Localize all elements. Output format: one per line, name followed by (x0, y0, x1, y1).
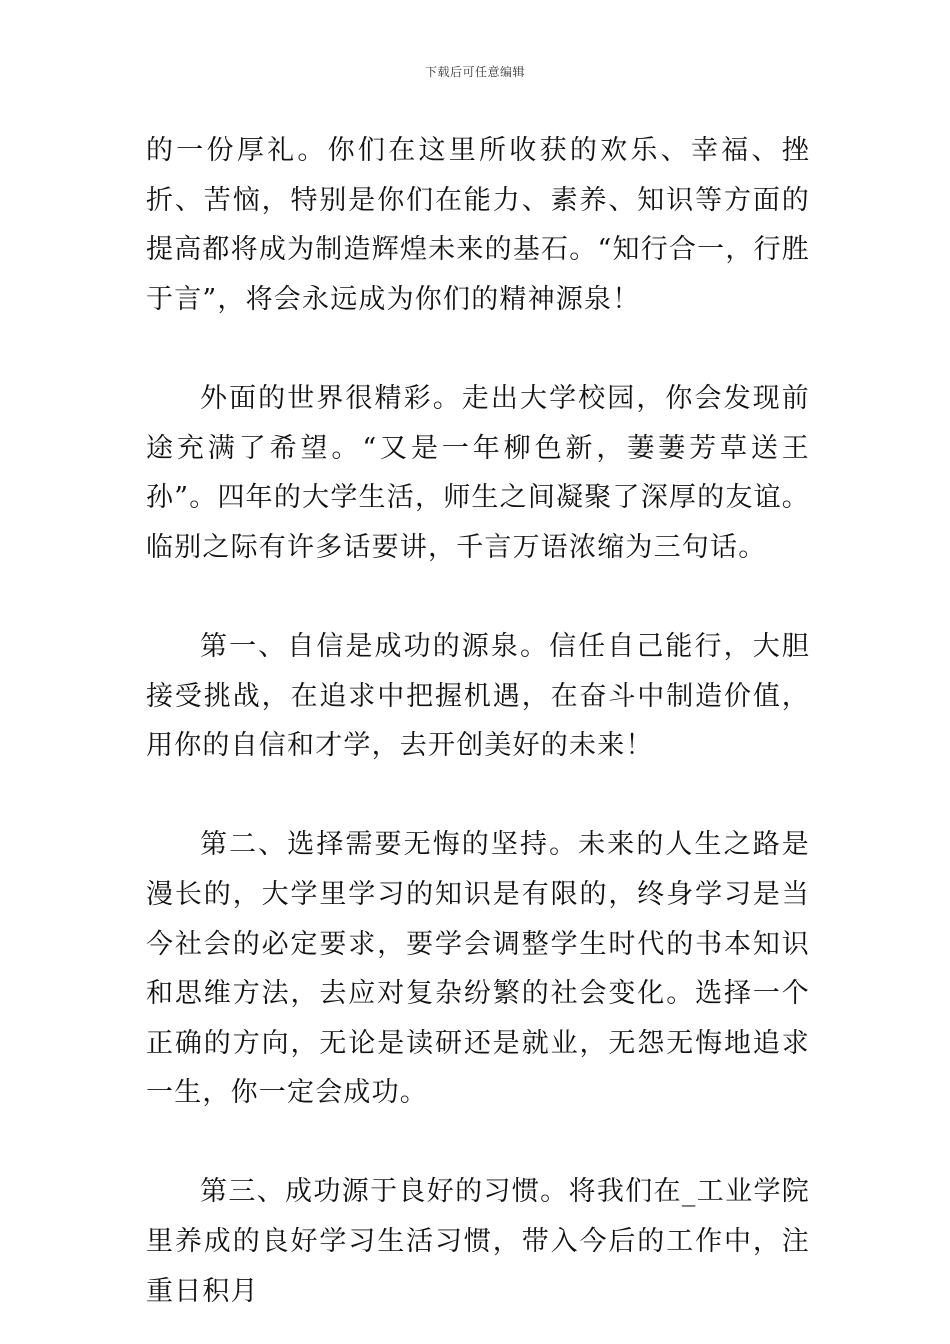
paragraph-outside-world: 外面的世界很精彩。走出大学校园，你会发现前途充满了希望。“又是一年柳色新，萋萋芳草送王孙”。四年的大学生活，师生之间凝聚了深厚的友谊。临别之际有许多话要讲，千言万语浓缩为三句话。 (146, 382, 810, 563)
page-header: 下载后可任意编辑 (424, 65, 525, 79)
paragraph-point-three: 第三、成功源于良好的习惯。将我们在_工业学院里养成的良好学习生活习惯，带入今后的工作中，注重日积月 (146, 1176, 810, 1307)
paragraph-gap (146, 771, 810, 821)
paragraph-continuation: 的一份厚礼。你们在这里所收获的欢乐、幸福、挫折、苦恼，特别是你们在能力、素养、知识等方面的提高都将成为制造辉煌未来的基石。“知行合一，行胜于言”，将会永远成为你们的精神源泉！ (146, 135, 810, 315)
paragraph-point-one: 第一、自信是成功的源泉。信任自己能行，大胆接受挑战，在追求中把握机遇，在奋斗中制造价值，用你的自信和才学，去开创美好的未来！ (146, 630, 810, 762)
paragraph-gap (146, 324, 810, 374)
paragraph-gap (146, 1118, 810, 1168)
paragraph-gap (146, 572, 810, 622)
document-body (146, 126, 810, 1316)
paragraph-point-two: 第二、选择需要无悔的坚持。未来的人生之路是漫长的，大学里学习的知识是有限的，终身学习是当今社会的必定要求，要学会调整学生时代的书本知识和思维方法，去应对复杂纷繁的社会变化。选择一个正确的方向，无论是读研还是就业，无怨无悔地追求一生，你一定会成功。 (146, 829, 810, 1109)
